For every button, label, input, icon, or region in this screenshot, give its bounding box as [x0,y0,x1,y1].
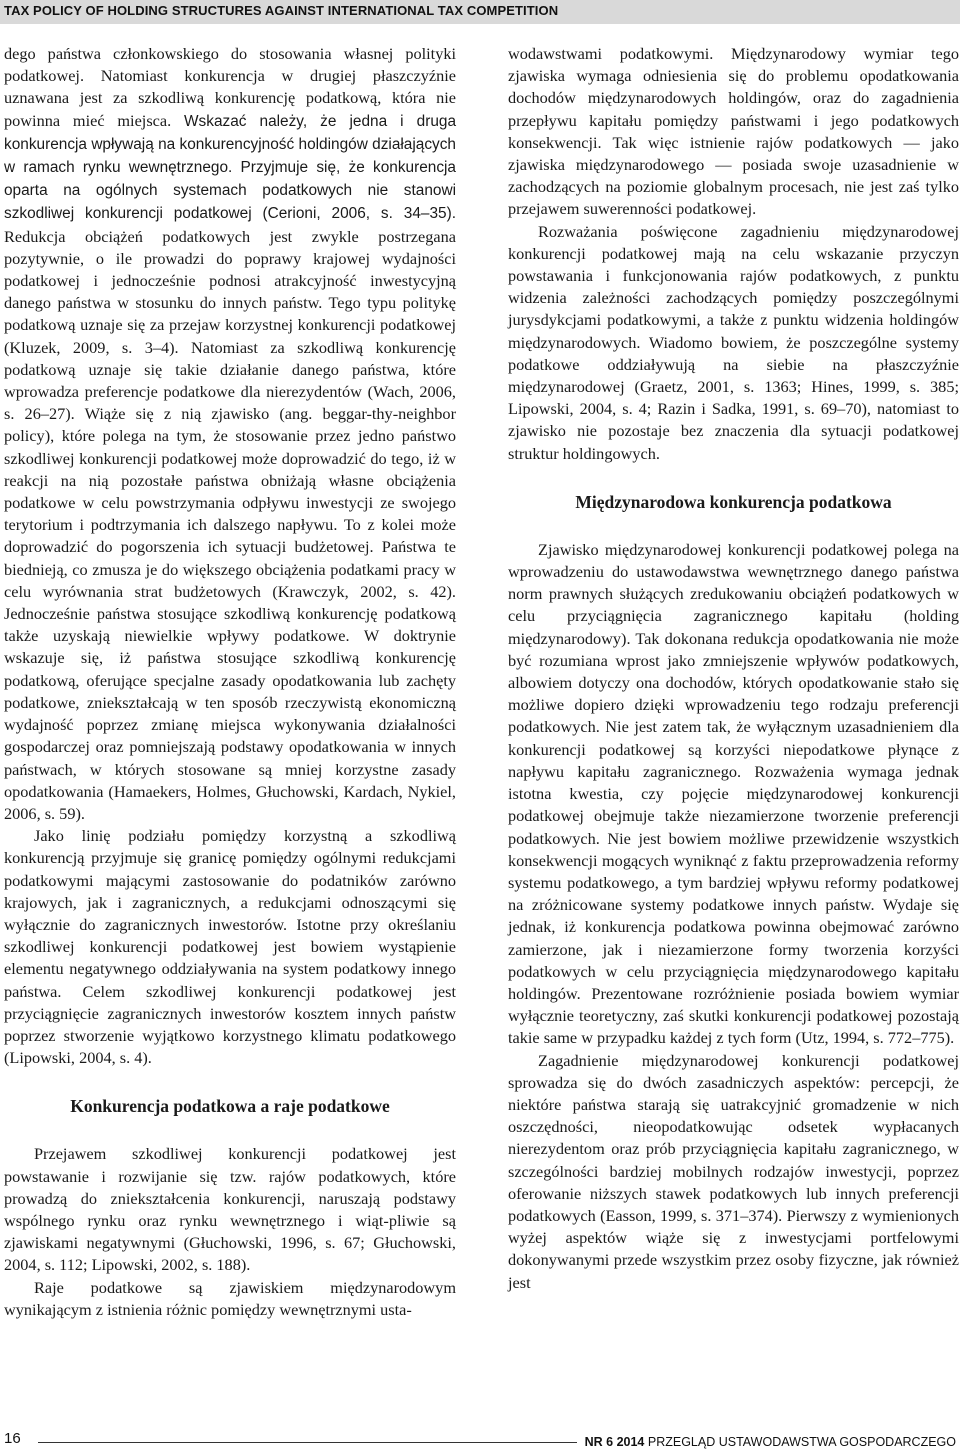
left-paragraph-4: Raje podatkowe są zjawiskiem międzynarodowym wynikającym z istnienia różnic pomiędzy wewnętrznymi usta- [4,1277,456,1319]
section-heading-tax-havens: Konkurencja podatkowa a raje podatkowe [70,1096,390,1117]
left-paragraph-2: Jako linię podziału pomiędzy korzystną a szkodliwą konkurencją przyjmuje się granicę pomiędzy ogólnymi redukcjami podatkowymi mającymi zastosowanie do podatników zarówno krajowych, jak i zagranicznych, a redukcjami odnoszącymi się wyłącznie do zagranicznych inwestorów. Istotne przy określaniu szkodliwej konkurencji podatkowej jest bowiem wystąpienie elementu negatywnego oddziaływania na system podatkowy innego państwa. Celem szkodliwej konkurencji podatkowej jest przyciągnięcie zagranicznych inwestorów kosztem innych państw poprzez stworzenie wyjątkowo korzystnego klimatu podatkowego (Lipowski, 2004, s. 4). [4,826,456,1068]
footer-issue: NR 6 [584,1435,614,1449]
left-paragraph-1-sans-passage: Wskazać należy, że jedna i druga konkurencja wpływają na konkurencyjność holdingów działających w ramach rynku wewnętrznego. Przyjmuje się, że konkurencja oparta na ogólnych systemach podatkowych nie stanowi szkodliwej konkurencji podatkowej (Cerioni, 2006, s. 34–35). [4,112,457,223]
running-header [0,0,960,24]
right-paragraph-4: Zagadnienie międzynarodowej konkurencji podatkowej sprowadza się do dwóch zasadniczych aspektów: percepcji, że niektóre państwa starają się uatrakcyjnić gromadzenie w nich oszczędności, nieopodatkowując odsetek wypłacanych nierezydentom oraz prób przyciągnięcia kapitału zagranicznego, w szczególności bardziej mobilnych rodzajów inwestycji, poprzez oferowanie niższych stawek podatkowych lub innych preferencji podatkowych (Easson, 1999, s. 371–374). Pierwszy z wymienionych wyżej aspektów wiąże się z inwestycjami portfelowymi dokonywanymi przede wszystkim przez osoby fizyczne, jak również jest [508,1050,959,1292]
footer-year: 2014 [616,1435,645,1449]
footer-journal-info [577,1435,956,1449]
right-paragraph-3: Zjawisko międzynarodowej konkurencji podatkowej polega na wprowadzeniu do ustawodawstwa wewnętrznego danego państwa norm prawnych służących zredukowaniu obciążeń podatkowych w celu przyciągnięcia zagranicznego kapitału (holding międzynarodowy). Tak dokonana redukcja opodatkowania nie może być rozumiana wprost jako zmniejszenie wpływów podatkowych, albowiem dotyczy ona dochodów, których opodatkowanie stało się możliwe dopiero dzięki wprowadzeniu tego rodzaju preferencji podatkowych. Nie jest zatem tak, że wyłącznym uzasadnieniem dla konkurencji podatkowej są korzyści niepodatkowe płynące z napływu kapitału zagranicznego. Rozważenia wymaga jednak istotna kwestia, czy pojęcie międzynarodowej konkurencji podatkowej obejmuje także niezamierzone tworzenie preferencji podatkowych. Nie jest bowiem możliwe przewidzenie wszystkich konsekwencji mogących wyniknąć z faktu przeprowadzenia reformy systemu podatkowego, a tym bardziej wpływu reformy podatkowej na zróżnicowane systemy podatkowe innych państw. Wydaje się jednak, iż konkurencja podatkowa powinna obejmować zarówno zamierzone, jak i niezamierzone formy tworzenia korzyści podatkowych w celu przyciągnięcia międzynarodowego kapitału holdingów. Prezentowane rozróżnienie posiada bowiem wymiar wyłącznie teoretyczny, zaś skutki konkurencji podatkowej pozostają takie same w przypadku każdej z tych form (Utz, 1994, s. 772–775). [508,539,959,1048]
right-paragraph-1: wodawstwami podatkowymi. Międzynarodowy wymiar tego zjawiska wymaga odniesienia się do problemu opodatkowania dochodów międzynarodowych holdingów, oraz do zagadnienia przepływu kapitału pomiędzy państwami i jego podatkowych konsekwencji. Tak więc istnienie rajów podatkowych — jako zjawiska międzynarodowego — posiada swoje uzasadnienie w zachodzących na poziomie globalnym procesach, nie jest zaś tylko przejawem suwerenności podatkowej. [508,44,959,219]
right-paragraph-2: Rozważania poświęcone zagadnieniu międzynarodowej konkurencji podatkowej mają na celu wskazanie przyczyn powstawania i funkcjonowania rajów podatkowych, z punktu widzenia zależności zachodzących pomiędzy poszczególnymi jurysdykcjami podatkowymi, a także z punktu widzenia holdingów międzynarodowych. Wiadomo bowiem, że poszczególne systemy podatkowe oddziaływują na siebie na płaszczyźnie międzynarodowej (Graetz, 2001, s. 1363; Hines, 1999, s. 385; Lipowski, 2004, s. 4; Razin i Sadka, 1991, s. 69–70), natomiast to zjawisko nie pozostaje bez znaczenia dla sytuacji podatkowej struktur holdingowych. [508,221,959,463]
right-column [508,43,959,1294]
page-number: 16 [4,1430,21,1447]
left-paragraph-3: Przejawem szkodliwej konkurencji podatkowej jest powstawanie i rozwijanie się tzw. rajów podatkowych, które prowadzą do zniekształcenia konkurencji, naruszają podstawy wspólnego rynku oraz rynku wewnętrznego i wiąt-pliwie są zjawiskami negatywnymi (Głuchowski, 1996, s. 67; Głuchowski, 2004, s. 112; Lipowski, 2002, s. 188). [4,1144,456,1275]
running-header-title: TAX POLICY OF HOLDING STRUCTURES AGAINST INTERNATIONAL TAX COMPETITION [4,3,559,18]
left-column [4,43,456,1321]
footer-journal-name: PRZEGLĄD USTAWODAWSTWA GOSPODARCZEGO [647,1435,956,1449]
section-heading-international-competition: Międzynarodowa konkurencja podatkowa [575,491,892,512]
left-paragraph-1-part-a: dego państwa członkowskiego do stosowania własnej polityki podatkowej. Natomiast konkurencja w drugiej płaszczyźnie uznawana jest za szkodliwą konkurencję podatkową, która nie powinna mieć miejsca. [4,44,456,130]
left-paragraph-1-part-b: Redukcja obciążeń podatkowych jest zwykle postrzegana pozytywnie, o ile prowadzi do poprawy krajowej wydajności podatkowej i jednocześnie podnosi atrakcyjność inwestycyjną danego państwa w stosunku do innych państw. Tego typu politykę podatkową uznaje się za przejaw korzystnej konkurencji podatkowej (Kluzek, 2009, s. 3–4). Natomiast za szkodliwą konkurencję podatkową uznaje się takie działanie danego państwa, które wprowadza preferencje podatkowe dla nierezydentów (Wach, 2006, s. 26–27). Wiąże się z nią zjawisko (ang. beggar-thy-neighbor policy), które polega na tym, że stosowanie przez jedno państwo szkodliwej konkurencji podatkowej może doprowadzić do tego, iż w reakcji na nią pozostałe państwa obniżają własne obciążenia podatkowe w celu powstrzymania odpływu inwestycji ze swojego terytorium i podtrzymania ich dalszego napływu. To z kolei może doprowadzić do pogorszenia ich sytuacji budżetowej. Państwa te biednieją, co zmusza je do większego obciążenia podatkami pracy w celu wyrównania strat budżetowych (Krawczyk, 2002, s. 42). Jednocześnie państwa stosujące szkodliwą konkurencję podatkową także uzyskają niewielkie wpływy podatkowe. W doktrynie wskazuje się, iż państwa stosujące szkodliwą konkurencję podatkową, oferujące specjalne zasady opodatkowania lub zachęty podatkowe, zniekształcają w ten sposób rzeczywistą ekonomiczną wydajność poprzez zmianę miejsca wykonywania działalności gospodarczej oraz pomniejszają podstawy opodatkowania w innych państwach, w których stosowane są mniej korzystne zasady opodatkowania (Hamaekers, Holmes, Głuchowski, Kardach, Nykiel, 2006, s. 59). [4,226,456,823]
left-paragraph-1 [4,43,456,825]
